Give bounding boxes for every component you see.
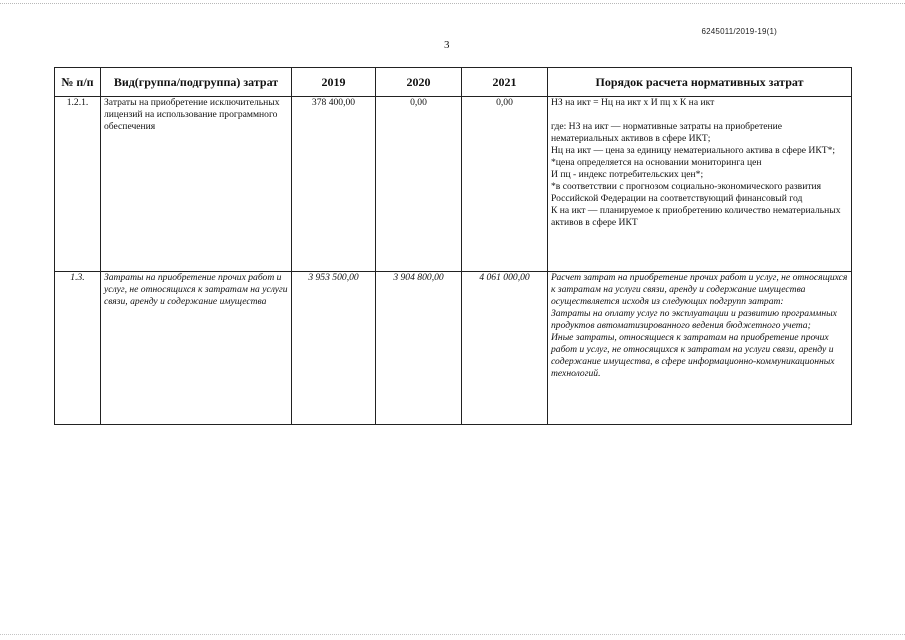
value-2020: 3 904 800,00 <box>376 272 462 425</box>
header-2021: 2021 <box>462 68 548 97</box>
calc-line: *в соответствии с прогнозом социально-экономического развития Российской Федерации на соответствующий финансовый год <box>551 181 822 204</box>
header-cost-type: Вид(группа/подгруппа) затрат <box>101 68 292 97</box>
table-header-row <box>55 68 852 97</box>
calc-spacer <box>551 109 848 121</box>
calc-procedure <box>548 97 852 272</box>
cost-type: Затраты на приобретение прочих работ и услуг, не относящихся к затратам на услуги связи, аренду и содержание имущества <box>101 272 292 425</box>
calc-line: где: НЗ на икт — нормативные затраты на приобретение нематериальных активов в сфере ИКТ; <box>551 121 783 144</box>
calc-line: НЗ на икт = Нц на икт х И пц х К на икт <box>551 97 715 108</box>
scan-edge-bottom <box>0 634 905 635</box>
calc-line: К на икт — планируемое к приобретению количество нематериальных активов в сфере ИКТ <box>551 205 841 228</box>
table-row <box>55 272 852 425</box>
row-number: 1.2.1. <box>55 97 101 272</box>
value-2019: 378 400,00 <box>292 97 376 272</box>
calc-line: Нц на икт — цена за единицу нематериального актива в сфере ИКТ*; <box>551 145 836 156</box>
calc-line: Расчет затрат на приобретение прочих работ и услуг, не относящихся к затратам на услуги связи, аренду и содержание имущества осуществляется исходя из следующих подгрупп затрат: <box>551 272 848 307</box>
header-num: № п/п <box>55 68 101 97</box>
calc-line: *цена определяется на основании мониторинга цен <box>551 157 762 168</box>
header-2019: 2019 <box>292 68 376 97</box>
row-number: 1.3. <box>55 272 101 425</box>
calc-line: И пц - индекс потребительских цен*; <box>551 169 704 180</box>
value-2021: 0,00 <box>462 97 548 272</box>
value-2020: 0,00 <box>376 97 462 272</box>
calc-line: Затраты на оплату услуг по эксплуатации и развитию программных продуктов автоматизированного ведения бюджетного учета; <box>551 308 837 331</box>
calc-line: Иные затраты, относящиеся к затратам на приобретение прочих работ и услуг, не относящихся к затратам на услуги связи, аренду и содержание имущества, в сфере информационно-коммуникационных технологий. <box>551 332 835 379</box>
page-number: 3 <box>444 39 450 51</box>
document-number: 6245011/2019-19(1) <box>701 27 777 36</box>
value-2019: 3 953 500,00 <box>292 272 376 425</box>
cost-type: Затраты на приобретение исключительных лицензий на использование программного обеспечения <box>101 97 292 272</box>
calc-procedure <box>548 272 852 425</box>
header-2020: 2020 <box>376 68 462 97</box>
normative-costs-table <box>54 67 852 425</box>
table-row <box>55 97 852 272</box>
header-calc-procedure: Порядок расчета нормативных затрат <box>548 68 852 97</box>
scan-edge-top <box>0 3 905 4</box>
value-2021: 4 061 000,00 <box>462 272 548 425</box>
